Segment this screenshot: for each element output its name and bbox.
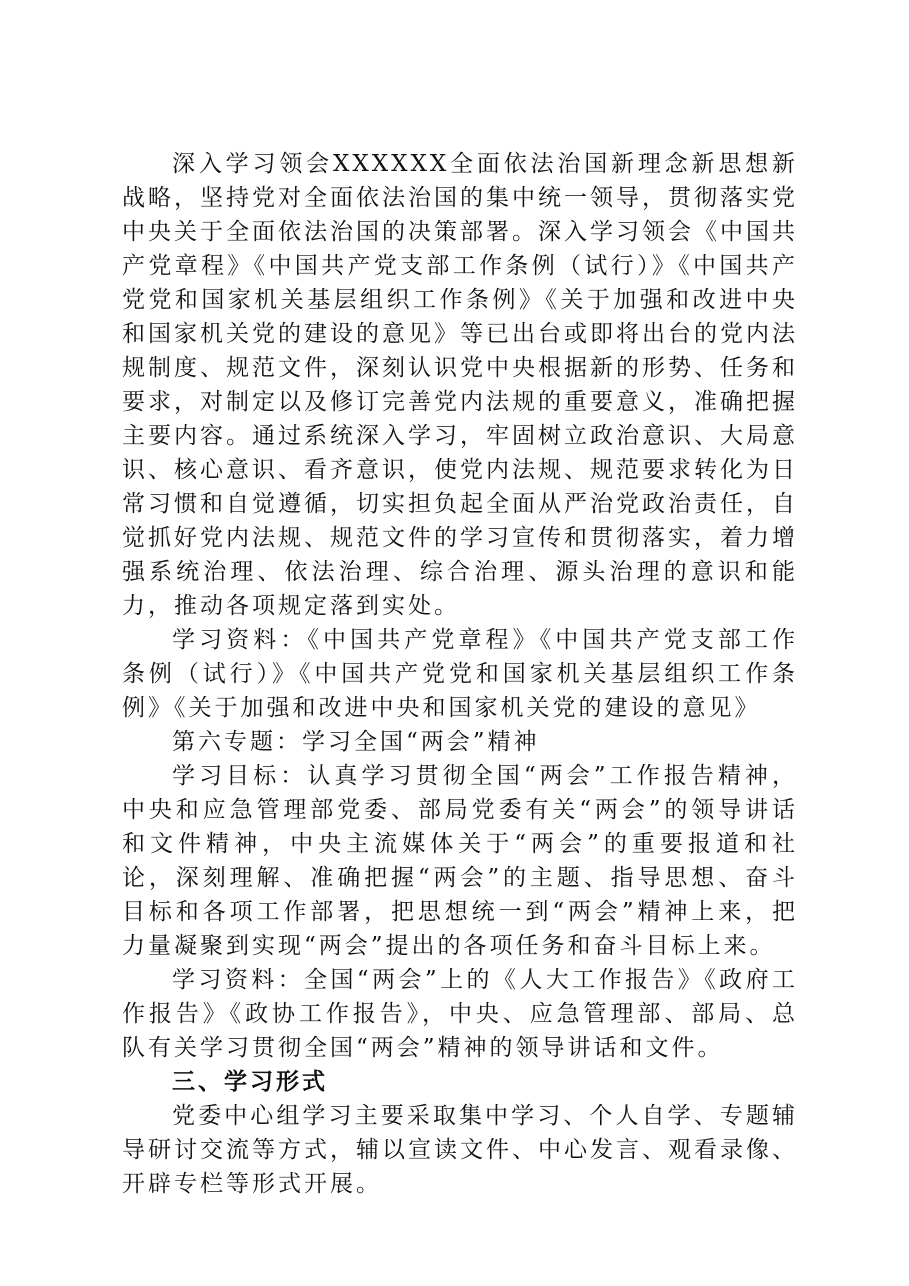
paragraph-topic-six-title: 第六专题：学习全国“两会”精神 (172, 729, 540, 755)
document-body (122, 147, 798, 1201)
paragraph-study-materials-1: 学习资料：《中国共产党章程》《中国共产党支部工作条例（试行）》《中国共产党党和国家机关基层组织工作条例》《关于加强和改进中央和国家机关党的建设的意见》 (122, 627, 798, 721)
section-heading-study-format: 三、学习形式 (172, 1069, 328, 1095)
paragraph-study-materials-2: 学习资料：全国“两会”上的《人大工作报告》《政府工作报告》《政协工作报告》，中央、应急管理部、部局、总队有关学习贯彻全国“两会”精神的领导讲话和文件。 (122, 967, 798, 1061)
paragraph-study-format: 党委中心组学习主要采取集中学习、个人自学、专题辅导研讨交流等方式，辅以宣读文件、中心发言、观看录像、开辟专栏等形式开展。 (122, 1103, 798, 1197)
paragraph-topic-six-goal: 学习目标：认真学习贯彻全国“两会”工作报告精神，中央和应急管理部党委、部局党委有关“两会”的领导讲话和文件精神，中央主流媒体关于“两会”的重要报道和社论，深刻理解、准确把握“两会”的主题、指导思想、奋斗目标和各项工作部署，把思想统一到“两会”精神上来，把力量凝聚到实现“两会”提出的各项任务和奋斗目标上来。 (122, 763, 798, 959)
paragraph-study-rule-of-law: 深入学习领会XXXXXX全面依法治国新理念新思想新战略，坚持党对全面依法治国的集中统一领导，贯彻落实党中央关于全面依法治国的决策部署。深入学习领会《中国共产党章程》《中国共产党支部工作条例（试行）》《中国共产党党和国家机关基层组织工作条例》《关于加强和改进中央和国家机关党的建设的意见》等已出台或即将出台的党内法规制度、规范文件，深刻认识党中央根据新的形势、任务和要求，对制定以及修订完善党内法规的重要意义，准确把握主要内容。通过系统深入学习，牢固树立政治意识、大局意识、核心意识、看齐意识，使党内法规、规范要求转化为日常习惯和自觉遵循，切实担负起全面从严治党政治责任，自觉抓好党内法规、规范文件的学习宣传和贯彻落实，着力增强系统治理、依法治理、综合治理、源头治理的意识和能力，推动各项规定落到实处。 (122, 151, 798, 619)
